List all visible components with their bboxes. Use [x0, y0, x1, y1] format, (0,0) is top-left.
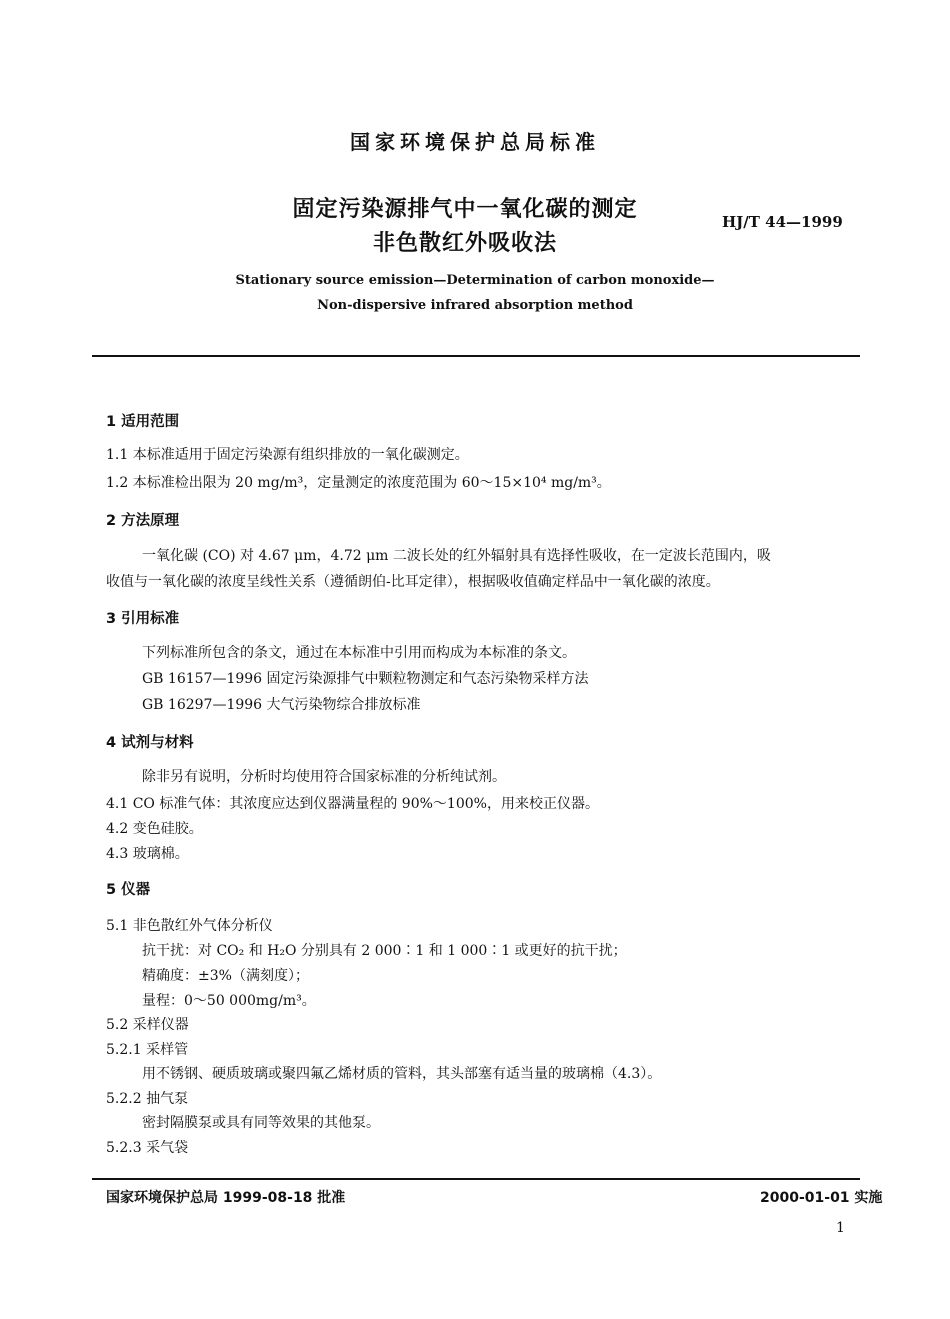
clause-4-2: 4.2 变色硅胶。 [106, 821, 203, 837]
reference-gb16297: GB 16297—1996 大气污染物综合排放标准 [142, 697, 421, 713]
section-2-paragraph-line1: 一氧化碳 (CO) 对 4.67 μm，4.72 μm 二波长处的红外辐射具有选择性吸收，在一定波长范围内，吸 [142, 548, 771, 564]
clause-1-2: 1.2 本标准检出限为 20 mg/m³，定量测定的浓度范围为 60～15×10⁴ mg/m³。 [106, 475, 611, 491]
section-3-paragraph: 下列标准所包含的条文，通过在本标准中引用而构成为本标准的条文。 [142, 645, 576, 661]
clause-5-1-interference: 抗干扰：对 CO₂ 和 H₂O 分别具有 2 000∶1 和 1 000∶1 或更好的抗干扰； [142, 943, 627, 959]
implementation-date: 2000-01-01 实施 [760, 1190, 883, 1206]
section-1-heading: 1 适用范围 [106, 414, 180, 430]
clause-5-1-range: 量程：0～50 000mg/m³。 [142, 993, 316, 1009]
header-divider [92, 355, 860, 357]
clause-5-1-accuracy: 精确度：±3%（满刻度）； [142, 968, 309, 984]
agency-title: 国家环境保护总局标准 [350, 130, 600, 154]
clause-5-2-1: 5.2.1 采样管 [106, 1042, 189, 1058]
standard-title-en-line2: Non-dispersive infrared absorption method [317, 298, 633, 313]
clause-5-2-2-paragraph: 密封隔膜泵或具有同等效果的其他泵。 [142, 1115, 380, 1131]
clause-4-3: 4.3 玻璃棉。 [106, 846, 189, 862]
footer-divider [92, 1178, 860, 1180]
clause-5-2-3: 5.2.3 采气袋 [106, 1140, 189, 1156]
reference-gb16157: GB 16157—1996 固定污染源排气中颗粒物测定和气态污染物采样方法 [142, 671, 589, 687]
section-4-heading: 4 试剂与材料 [106, 735, 194, 751]
section-4-paragraph: 除非另有说明，分析时均使用符合国家标准的分析纯试剂。 [142, 769, 506, 785]
standard-code: HJ/T 44—1999 [722, 213, 843, 231]
clause-1-1: 1.1 本标准适用于固定污染源有组织排放的一氧化碳测定。 [106, 447, 469, 463]
clause-4-1: 4.1 CO 标准气体：其浓度应达到仪器满量程的 90%～100%，用来校正仪器。 [106, 796, 599, 812]
clause-5-2: 5.2 采样仪器 [106, 1017, 189, 1033]
clause-5-2-2: 5.2.2 抽气泵 [106, 1091, 189, 1107]
section-5-heading: 5 仪器 [106, 882, 151, 898]
section-2-heading: 2 方法原理 [106, 513, 180, 529]
section-2-paragraph-line2: 收值与一氧化碳的浓度呈线性关系（遵循朗伯-比耳定律），根据吸收值确定样品中一氧化碳的浓度。 [106, 574, 720, 590]
section-3-heading: 3 引用标准 [106, 611, 180, 627]
page-number: 1 [836, 1220, 845, 1236]
standard-title-en-line1: Stationary source emission—Determination of carbon monoxide— [235, 273, 715, 288]
clause-5-1: 5.1 非色散红外气体分析仪 [106, 918, 273, 934]
standard-title-zh-line1: 固定污染源排气中一氧化碳的测定 [292, 197, 638, 222]
clause-5-2-1-paragraph: 用不锈钢、硬质玻璃或聚四氟乙烯材质的管料，其头部塞有适当量的玻璃棉（4.3）。 [142, 1066, 662, 1082]
approval-note: 国家环境保护总局 1999-08-18 批准 [106, 1190, 346, 1206]
standard-title-zh-line2: 非色散红外吸收法 [372, 231, 557, 256]
